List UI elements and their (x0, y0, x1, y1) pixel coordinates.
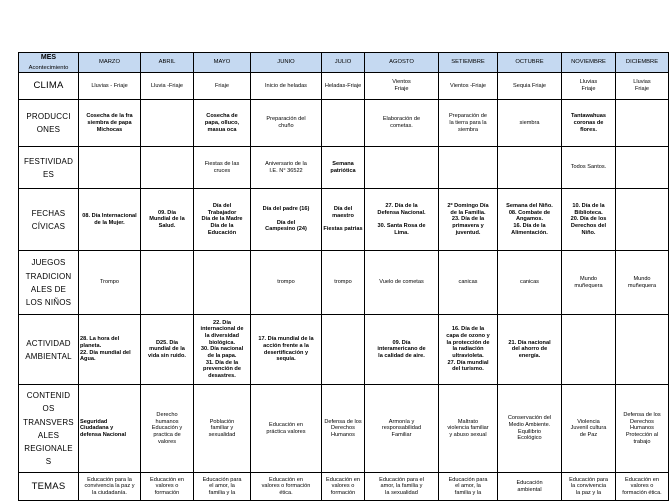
cell: Fiestas de las cruces (194, 147, 251, 189)
cell: 09. Día Mundial de la Salud. (141, 189, 194, 251)
cell: Día del padre (16) Día del Campesino (24) (251, 189, 322, 251)
cell: Friaje (194, 73, 251, 100)
cell: Tantawahuas coronas de flores. (562, 100, 616, 147)
cell: 17. Día mundial de la acción frente a la desertificación y sequía. (251, 315, 322, 385)
month-header: JULIO (322, 53, 365, 73)
row-actividad-ambiental (19, 315, 669, 385)
cell: 21. Día nacional del ahorro de energía. (498, 315, 562, 385)
cell (365, 147, 439, 189)
cell (79, 147, 141, 189)
row-label: CLIMA (19, 73, 79, 100)
row-label: FECHAS CÍVICAS (19, 189, 79, 251)
month-header: DICIEMBRE (616, 53, 669, 73)
cell (322, 100, 365, 147)
cell: 28. La hora del planeta. 22. Día mundial del Agua. (79, 315, 141, 385)
cell (616, 147, 669, 189)
corner-mes: MES (40, 54, 57, 61)
cell: Heladas-Friaje (322, 73, 365, 100)
cell: Educación para la convivencia la paz y la (562, 473, 616, 501)
cell: Educación en valores o formación (141, 473, 194, 501)
cell: Educación ambiental (498, 473, 562, 501)
cell: Conservación del Medio Ambiente. Equilibrio Ecológico (498, 385, 562, 473)
cell: Educación para el amor, la familia y la (439, 473, 498, 501)
cell: Seguridad Ciudadana y defensa Nacional (79, 385, 141, 473)
cell: trompo (251, 251, 322, 315)
row-label: ACTIVIDAD AMBIENTAL (19, 315, 79, 385)
cell (616, 100, 669, 147)
cell: Defensa de los Derechos Humanos Protección al trabajo (616, 385, 669, 473)
cell: 08. Día Internacional de la Mujer. (79, 189, 141, 251)
cell: Lluvias - Friaje (79, 73, 141, 100)
row-label: JUEGOS TRADICION ALES DE LOS NIÑOS (19, 251, 79, 315)
cell (141, 251, 194, 315)
row-fechas-civicas (19, 189, 669, 251)
month-header-row (19, 53, 669, 73)
row-juegos (19, 251, 669, 315)
month-header: SETIEMBRE (439, 53, 498, 73)
row-label: TEMAS (19, 473, 79, 501)
row-label: CONTENID OS TRANSVERS ALES REGIONALE S (19, 385, 79, 473)
cell (498, 147, 562, 189)
cell: Vientos -Friaje (439, 73, 498, 100)
cell: Derecho humanos Educación y practica de valores (141, 385, 194, 473)
cell: Día del Trabajador Día de la Madre Día de la Educación (194, 189, 251, 251)
cell: canicas (498, 251, 562, 315)
cell: Defensa de los Derechos Humanos (322, 385, 365, 473)
corner-cell (19, 53, 79, 73)
cell: Educación en valores o formación ética. (251, 473, 322, 501)
cell: Educación para el amor, la familia y la (194, 473, 251, 501)
cell: Educación para el amor, la familia y la sexualidad (365, 473, 439, 501)
cell: canicas (439, 251, 498, 315)
cell: Lluvias Friaje (562, 73, 616, 100)
corner-acontecimiento: Acontecimiento (28, 64, 69, 71)
cell (322, 315, 365, 385)
cell: 16. Día de la capa de ozono y la protección de la radiación ultravioleta. 27. Día mundial del turismo. (439, 315, 498, 385)
month-header: AGOSTO (365, 53, 439, 73)
cell: Educación en práctica valores (251, 385, 322, 473)
month-header: OCTUBRE (498, 53, 562, 73)
cell (616, 189, 669, 251)
cell: Vuelo de cometas (365, 251, 439, 315)
cell: 2º Domingo Día de la Familia. 23. Día de la primavera y juventud. (439, 189, 498, 251)
cell: Todos Santos. (562, 147, 616, 189)
cell: Educación para la convivencia la paz y la ciudadanía. (79, 473, 141, 501)
cell: Mundo muñequera (616, 251, 669, 315)
cell: Semana del Niño. 08. Combate de Angamos. 16. Día de la Alimentación. (498, 189, 562, 251)
row-contenidos-transversales (19, 385, 669, 473)
cell (616, 315, 669, 385)
month-header: JUNIO (251, 53, 322, 73)
row-temas (19, 473, 669, 501)
cell: 22. Día internacional de la diversidad biológica. 30. Día nacional de la papa. 31. Día de la prevención de desastres. (194, 315, 251, 385)
cell (141, 147, 194, 189)
cell: Maltrato violencia familiar y abuso sexual (439, 385, 498, 473)
row-label: PRODUCCI ONES (19, 100, 79, 147)
cell: Armonía y responsabilidad Familiar (365, 385, 439, 473)
cell: trompo (322, 251, 365, 315)
cell: 27. Día de la Defensa Nacional. 30. Santa Rosa de Lima. (365, 189, 439, 251)
cell: Inicio de heladas (251, 73, 322, 100)
row-festividades (19, 147, 669, 189)
month-header: MAYO (194, 53, 251, 73)
cell: Lluvias Friaje (616, 73, 669, 100)
cell: Preparación del chuño (251, 100, 322, 147)
month-header: NOVIEMBRE (562, 53, 616, 73)
cell (562, 315, 616, 385)
cell: D25. Día mundial de la vida sin ruido. (141, 315, 194, 385)
cell: 09. Día interamericano de la calidad de aire. (365, 315, 439, 385)
cell: Educación en valores o formación ética. (616, 473, 669, 501)
cell (439, 147, 498, 189)
cell: Preparación de la tierra para la siembra (439, 100, 498, 147)
cell: 10. Día de la Biblioteca. 20. Día de los Derechos del Niño. (562, 189, 616, 251)
cell: Mundo muñequera (562, 251, 616, 315)
cell: Educación en valores o formación (322, 473, 365, 501)
cell: Sequia Friaje (498, 73, 562, 100)
month-header: MARZO (79, 53, 141, 73)
row-label: FESTIVIDAD ES (19, 147, 79, 189)
cell: Trompo (79, 251, 141, 315)
month-header: ABRIL (141, 53, 194, 73)
calendar-table (18, 52, 669, 501)
cell: Cosecha de la fra siembra de papa Michocas (79, 100, 141, 147)
cell: Población familiar y sexualidad (194, 385, 251, 473)
cell: Cosecha de papa, olluco, masua oca (194, 100, 251, 147)
cell: Lluvia -Friaje (141, 73, 194, 100)
cell: Elaboración de cometas. (365, 100, 439, 147)
row-clima (19, 73, 669, 100)
cell: Semana patriótica (322, 147, 365, 189)
cell (194, 251, 251, 315)
cell: siembra (498, 100, 562, 147)
cell: Aniversario de la I.E. N° 36522 (251, 147, 322, 189)
cell: Día del maestro Fiestas patrias (322, 189, 365, 251)
cell: Violencia Juvenil cultura de Paz (562, 385, 616, 473)
cell (141, 100, 194, 147)
row-producciones (19, 100, 669, 147)
cell: Vientos Friaje (365, 73, 439, 100)
